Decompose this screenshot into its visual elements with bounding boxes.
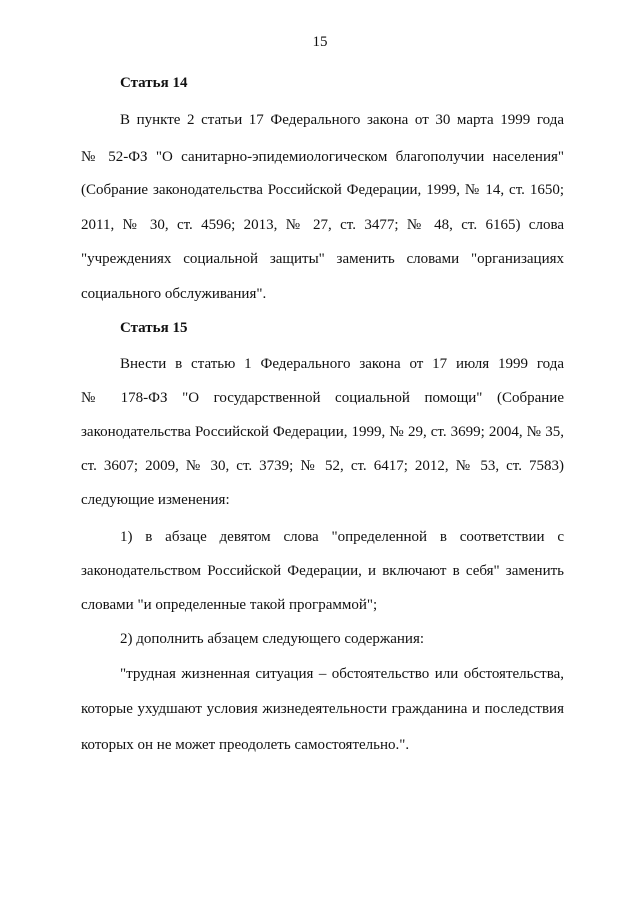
article-15-line: законодательства Российской Федерации, 1999, № 29, ст. 3699; 2004, № 35, bbox=[81, 424, 564, 440]
article-15-line: ст. 3607; 2009, № 30, ст. 3739; № 52, ст. 6417; 2012, № 53, ст. 7583) bbox=[81, 458, 564, 474]
article-14-line: В пункте 2 статьи 17 Федерального закона от 30 марта 1999 года bbox=[120, 112, 564, 128]
article-15-line: следующие изменения: bbox=[81, 492, 230, 508]
article-14-line: (Собрание законодательства Российской Федерации, 1999, № 14, ст. 1650; bbox=[81, 182, 564, 198]
article-15-line: которых он не может преодолеть самостоятельно.". bbox=[81, 737, 410, 753]
article-15-line: "трудная жизненная ситуация – обстоятельство или обстоятельства, bbox=[120, 666, 564, 682]
article-15-line: № 178-ФЗ "О государственной социальной помощи" (Собрание bbox=[81, 390, 564, 406]
article-14-line: № 52-ФЗ "О санитарно-эпидемиологическом благополучии населения" bbox=[81, 149, 564, 165]
article-15-line: 1) в абзаце девятом слова "определенной в соответствии с bbox=[120, 529, 564, 545]
article-14-heading: Статья 14 bbox=[120, 75, 188, 91]
article-15-heading: Статья 15 bbox=[120, 320, 188, 336]
article-14-line: "учреждениях социальной защиты" заменить словами "организациях bbox=[81, 251, 564, 267]
article-15-line: 2) дополнить абзацем следующего содержания: bbox=[120, 631, 425, 647]
article-14-line: 2011, № 30, ст. 4596; 2013, № 27, ст. 3477; № 48, ст. 6165) слова bbox=[81, 217, 564, 233]
page-number: 15 bbox=[312, 34, 328, 50]
article-14-line: социального обслуживания". bbox=[81, 286, 267, 302]
article-15-line: законодательством Российской Федерации, и включают в себя" заменить bbox=[81, 563, 564, 579]
article-15-line: которые ухудшают условия жизнедеятельности гражданина и последствия bbox=[81, 701, 564, 717]
article-15-line: словами "и определенные такой программой"; bbox=[81, 597, 378, 613]
article-15-line: Внести в статью 1 Федерального закона от 17 июля 1999 года bbox=[120, 356, 564, 372]
